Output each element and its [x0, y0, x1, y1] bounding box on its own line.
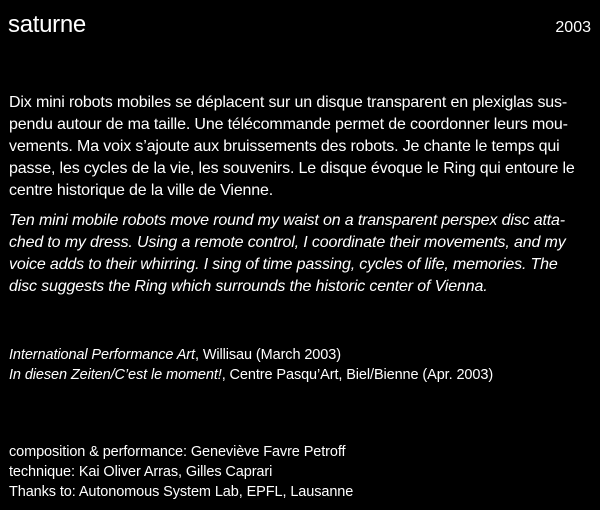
page-title: saturne [8, 11, 86, 38]
description-english [9, 210, 597, 298]
event-details: , Centre Pasqu’Art, Biel/Bienne (Apr. 2003) [221, 367, 494, 383]
events-list [9, 345, 493, 385]
description-line: passe, les cycles de la vie, les souvenirs. Le disque évoque le Ring qui entoure le [9, 160, 575, 177]
description-line: disc suggests the Ring which surrounds the historic center of Vienna. [9, 278, 488, 295]
event-item [9, 345, 493, 365]
description-line: centre historique de la ville de Vienne. [9, 182, 274, 199]
credit-line: Thanks to: Autonomous System Lab, EPFL, Lausanne [9, 484, 354, 500]
description-line: Dix mini robots mobiles se déplacent sur un disque transparent en plexiglas sus- [9, 94, 568, 111]
credit-line: technique: Kai Oliver Arras, Gilles Caprari [9, 464, 273, 480]
description-line: Ten mini mobile robots move round my waist on a transparent perspex disc atta- [9, 212, 565, 229]
description-line: pendu autour de ma taille. Une télécommande permet de coordonner leurs mou- [9, 116, 568, 133]
event-name: International Performance Art [9, 347, 195, 363]
description-line: voice adds to their whirring. I sing of time passing, cycles of life, memories. The [9, 256, 558, 273]
event-item [9, 365, 493, 385]
description-line: ched to my dress. Using a remote control, I coordinate their movements, and my [9, 234, 566, 251]
credit-line: composition & performance: Geneviève Favre Petroff [9, 444, 346, 460]
event-details: , Willisau (March 2003) [194, 347, 341, 363]
credits-list [9, 442, 353, 502]
event-name: In diesen Zeiten/C’est le moment! [9, 367, 222, 383]
description-line: vements. Ma voix s’ajoute aux bruissements des robots. Je chante le temps qui [9, 138, 560, 155]
description-french [9, 92, 597, 202]
year-label: 2003 [555, 19, 591, 36]
